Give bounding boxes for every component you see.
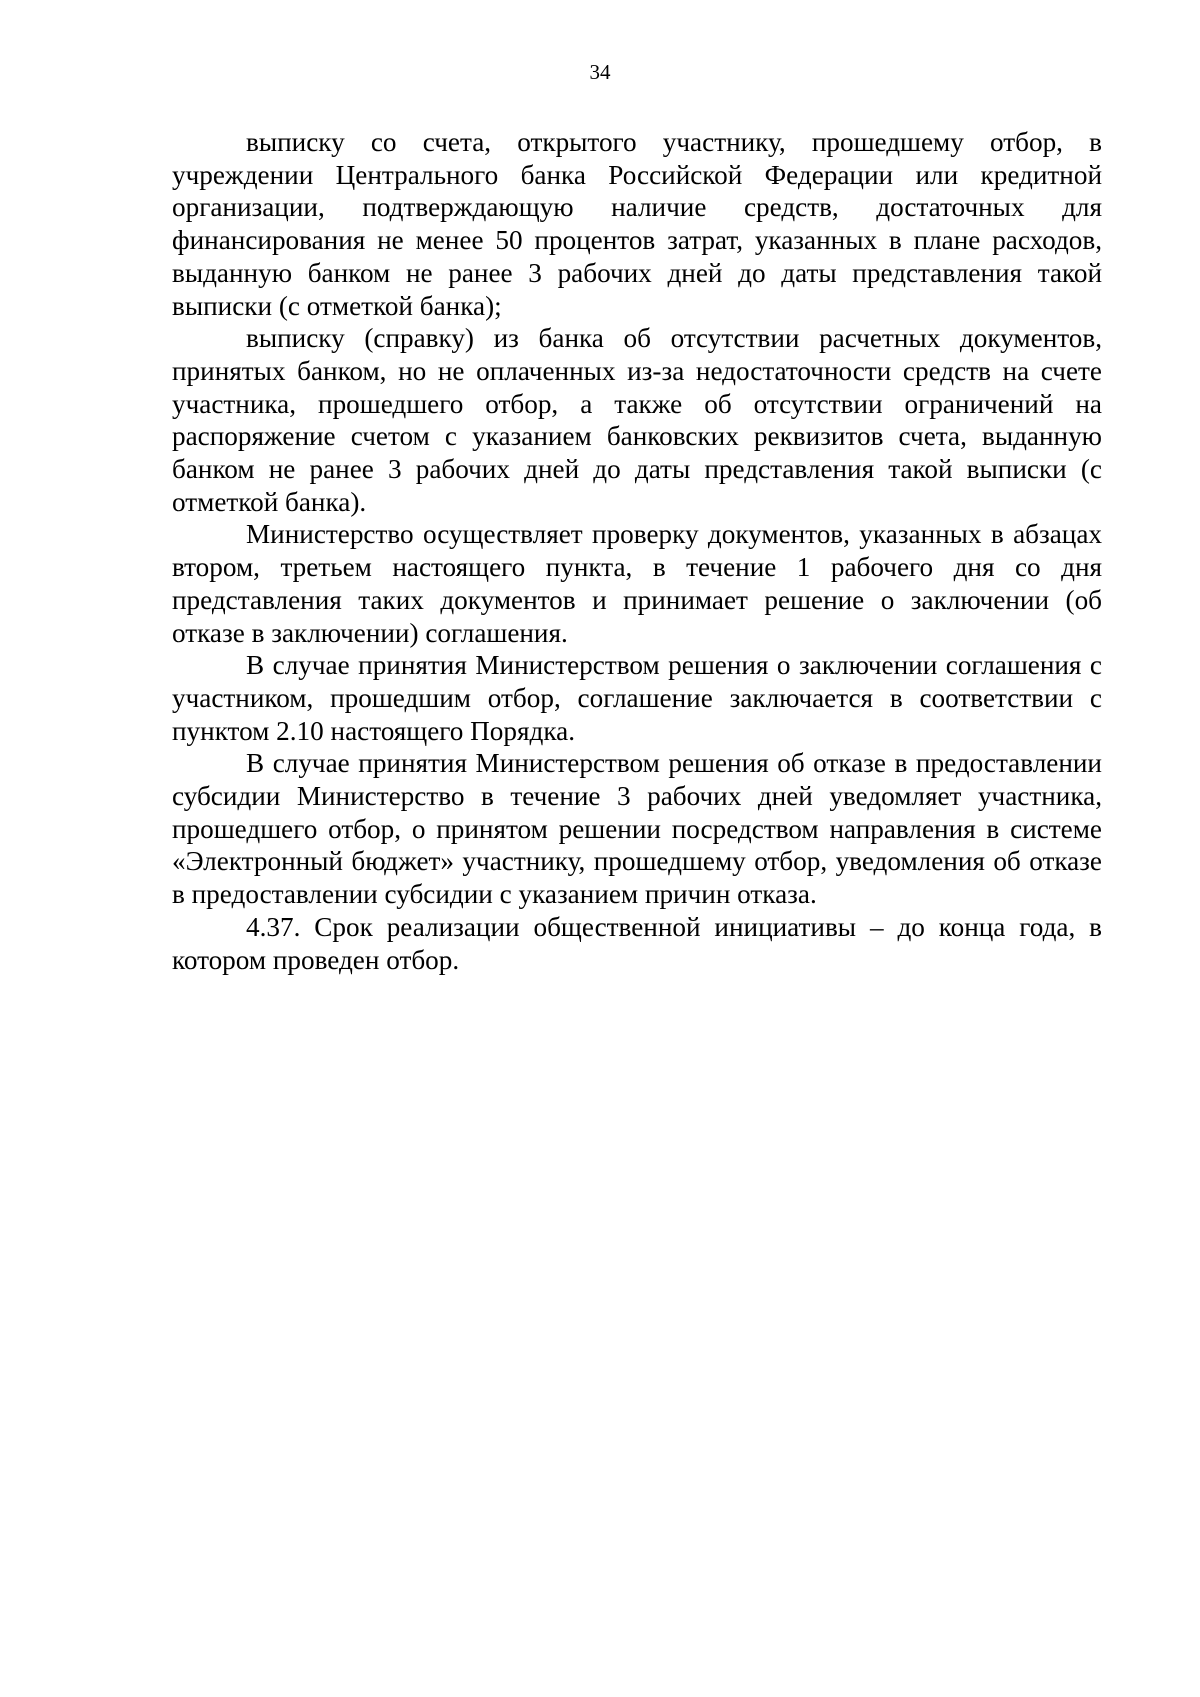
paragraph-ministry-check: Министерство осуществляет проверку документов, указанных в абзацах втором, третьем настоящего пункта, в течение 1 рабочего дня со дня представления таких документов и принимает решение о заключении (об отказе в заключении) соглашения. [172,519,1102,648]
document-body [172,126,1102,976]
paragraph-agreement-conclusion: В случае принятия Министерством решения о заключении соглашения с участником, прошедшим отбор, соглашение заключается в соответствии с пунктом 2.10 настоящего Порядка. [172,650,1102,746]
page-number: 34 [589,60,611,84]
paragraph-refusal-notice: В случае принятия Министерством решения об отказе в предоставлении субсидии Министерство в течение 3 рабочих дней уведомляет участника, прошедшего отбор, о принятом решении посредством направления в системе «Электронный бюджет» участнику, прошедшему отбор, уведомления об отказе в предоставлении субсидии с указанием причин отказа. [172,748,1102,910]
paragraph-clause-4-37: 4.37. Срок реализации общественной инициативы – до конца года, в котором проведен отбор. [172,911,1102,975]
paragraph-bank-statement: выписку со счета, открытого участнику, прошедшему отбор, в учреждении Центрального банка Российской Федерации или кредитной организации, подтверждающую наличие средств, достаточных для финансирования не менее 50 процентов затрат, указанных в плане расходов, выданную банком не ранее 3 рабочих дней до даты представления такой выписки (с отметкой банка); [172,127,1102,321]
paragraph-bank-certificate: выписку (справку) из банка об отсутствии расчетных документов, принятых банком, но не оплаченных из-за недостаточности средств на счете участника, прошедшего отбор, а также об отсутствии ограничений на распоряжение счетом с указанием банковских реквизитов счета, выданную банком не ранее 3 рабочих дней до даты представления такой выписки (с отметкой банка). [172,323,1102,517]
